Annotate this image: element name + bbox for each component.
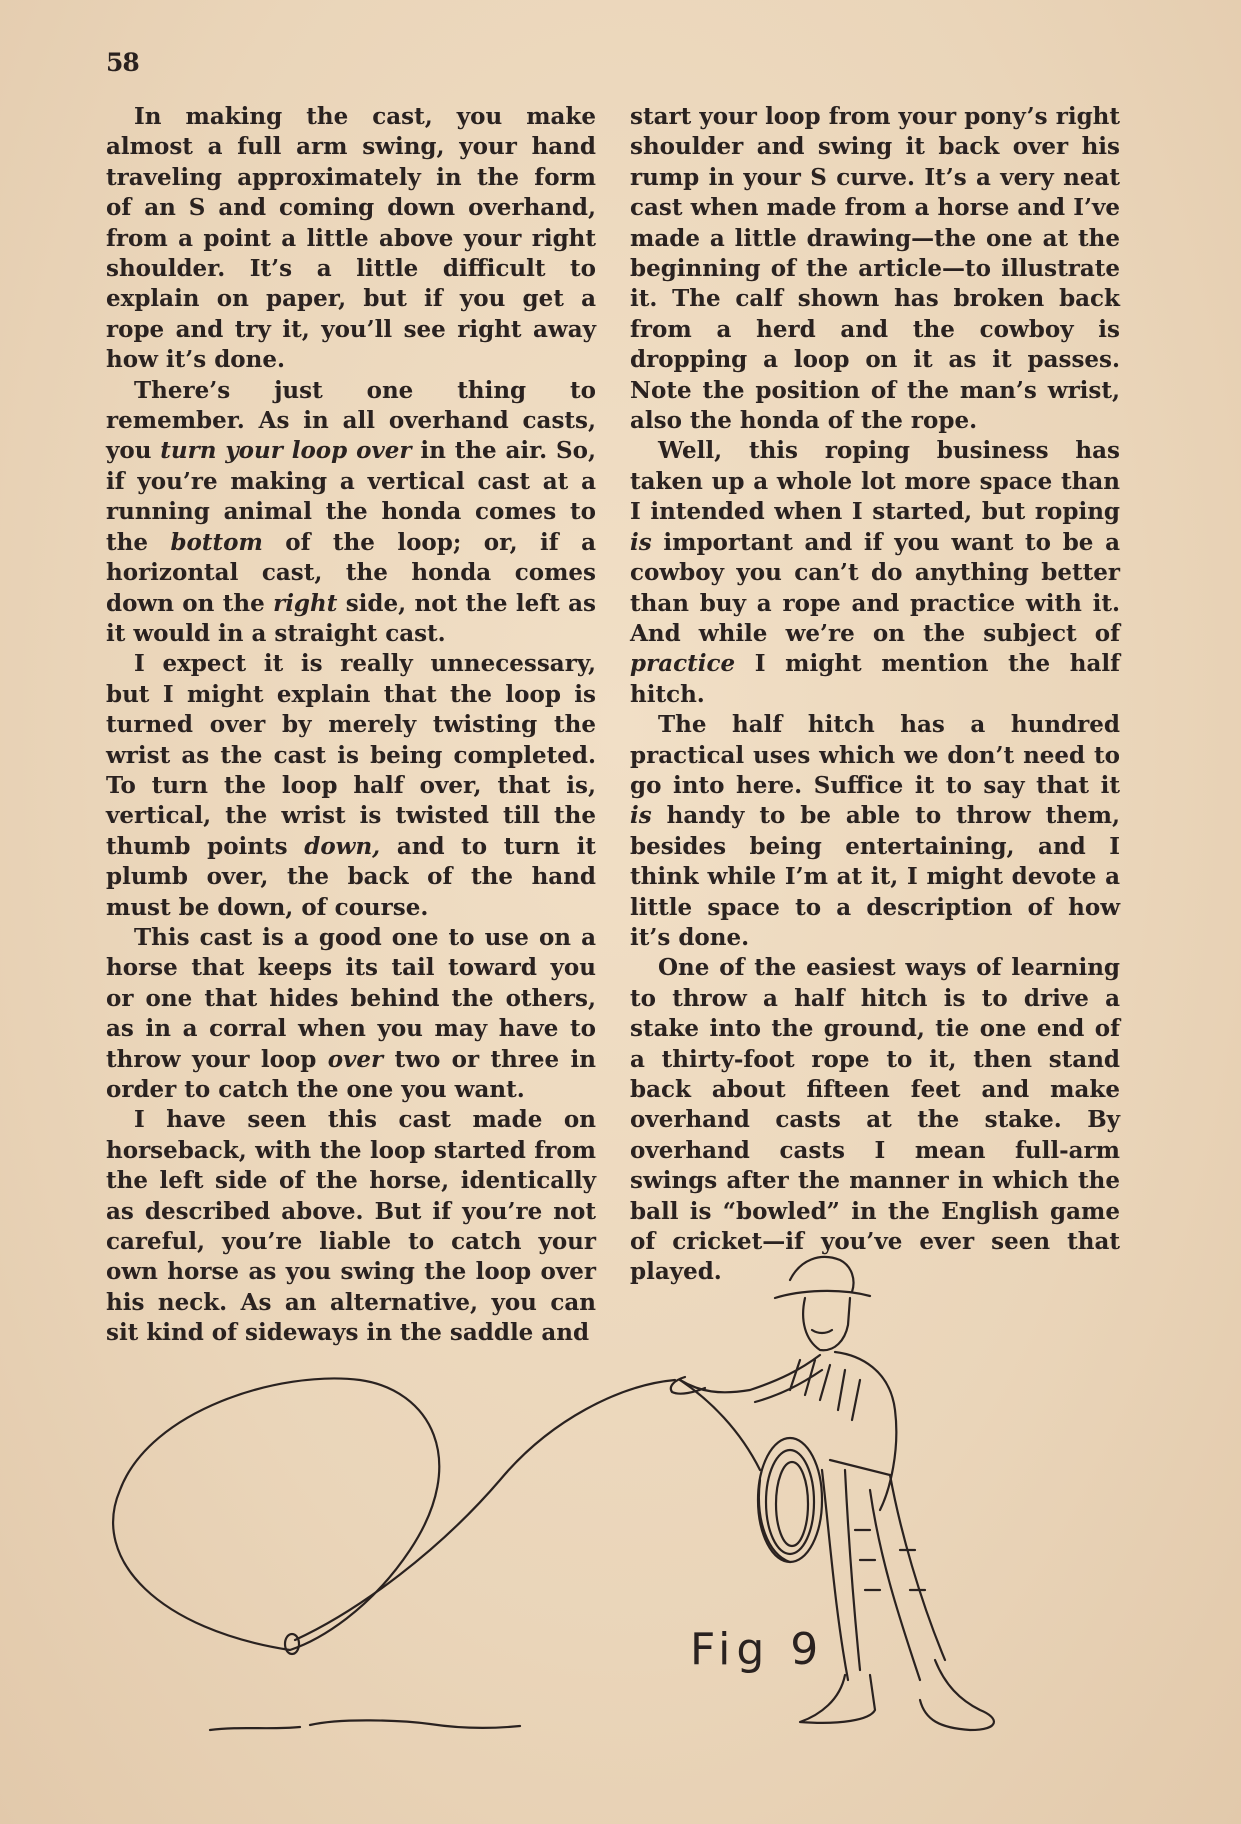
cowboy-rope-illustration	[100, 1230, 1160, 1770]
paragraph: This cast is a good one to use on a horse that keeps its tail toward you or one that hides behind the others, as in a corral when you may have to throw your loop over two or three in order to catch the one you want.	[106, 923, 596, 1103]
paragraph: I expect it is really unnecessary, but I might explain that the loop is turned over by merely twisting the wrist as the cast is being completed. To turn the loop half over, that is, vertical, the wrist is twisted till the thumb points down, and to turn it plumb over, the back of the hand must be down, of course.	[106, 650, 596, 921]
paragraph: One of the easiest ways of learning to throw a half hitch is to drive a stake into the ground, tie one end of a thirty-foot rope to it, then stand back about fifteen feet and make overhand casts at the stake. By overhand casts I mean full-arm swings after the manner in which the ball is “bowled” in the English game of cricket—if you’ve ever seen that played.	[630, 954, 1120, 1286]
paragraph: There’s just one thing to remember. As in all overhand casts, you turn your loop over in the air. So, if you’re making a vertical cast at a running animal the honda comes to the bottom of the loop; or, if a horizontal cast, the honda comes down on the right side, not the left as it would in a straight cast.	[106, 376, 596, 647]
paragraph: start your loop from your pony’s right shoulder and swing it back over his rump in your S curve. It’s a very neat cast when made from a horse and I’ve made a little drawing—the one at the beginning of the article—to illustrate it. The calf shown has broken back from a herd and the cowboy is dropping a loop on it as it passes. Note the position of the man’s wrist, also the honda of the rope.	[630, 103, 1120, 435]
paragraph: In making the cast, you make almost a full arm swing, your hand traveling approximately in the form of an S and coming down overhand, from a point a little above your right shoulder. It’s a little difficult to explain on paper, but if you get a rope and try it, you’ll see right away how it’s done.	[106, 103, 596, 374]
rope-loop	[113, 1378, 439, 1650]
right-column	[630, 102, 1120, 1288]
paragraph: The half hitch has a hundred practical uses which we don’t need to go into here. Suffice it to say that it is handy to be able to throw them, besides being entertaining, and I think while I’m at it, I might devote a little space to a description of how it’s done.	[630, 711, 1120, 951]
cowboy-hat	[775, 1257, 870, 1298]
paragraph: I have seen this cast made on horseback, with the loop started from the left side of the horse, identically as described above. But if you’re not careful, you’re liable to catch your own horse as you swing the loop over his neck. As an alternative, you can sit kind of sideways in the saddle and	[106, 1106, 596, 1347]
rope-line	[295, 1380, 675, 1640]
honda-knot	[285, 1634, 299, 1654]
cowboy-boots	[800, 1675, 875, 1723]
cowboy-legs	[845, 1470, 945, 1670]
rope-coil	[758, 1438, 822, 1562]
left-column	[106, 102, 596, 1349]
ground-line	[210, 1720, 520, 1730]
figure-label: Fig 9	[690, 1624, 825, 1675]
page-number: 58	[106, 48, 139, 77]
paragraph: Well, this roping business has taken up a whole lot more space than I intended when I started, but roping is important and if you want to be a cowboy you can’t do anything better than buy a rope and practice with it. And while we’re on the subject of practice I might mention the half hitch.	[630, 437, 1120, 708]
